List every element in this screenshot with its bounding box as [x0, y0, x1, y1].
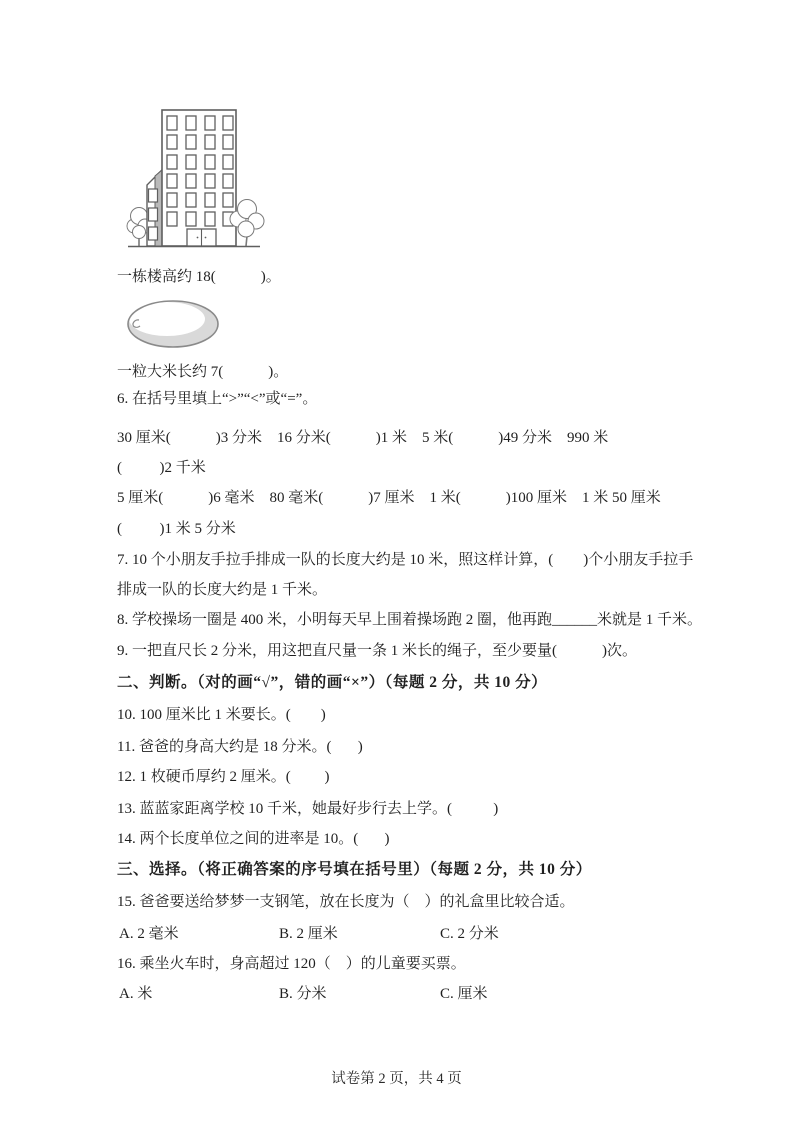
rice-grain-illustration — [125, 299, 225, 351]
judge-item-10: 10. 100 厘米比 1 米要长。( ) — [117, 707, 326, 723]
q15-option-c: C. 2 分米 — [440, 926, 499, 942]
q6-comparison-row-1: 30 厘米( )3 分米 16 分米( )1 米 5 米( )49 分米 990 米 — [117, 430, 609, 446]
judge-item-11: 11. 爸爸的身高大约是 18 分米。( ) — [117, 739, 363, 755]
q16-option-b: B. 分米 — [279, 986, 327, 1002]
q6-comparison-row-2: ( )2 千米 — [117, 460, 206, 476]
q6-comparison-row-3: 5 厘米( )6 毫米 80 毫米( )7 厘米 1 米( )100 厘米 1 米 50 厘米 — [117, 490, 661, 506]
choice-q15-options — [117, 924, 687, 944]
judge-item-14: 14. 两个长度单位之间的进率是 10。( ) — [117, 831, 390, 847]
choice-section-header: 三、选择。（将正确答案的序号填在括号里）（每题 2 分，共 10 分） — [117, 861, 592, 878]
q9-question: 9. 一把直尺长 2 分米，用这把直尺量一条 1 米长的绳子，至少要量( )次。 — [117, 643, 637, 659]
judge-item-12: 12. 1 枚硬币厚约 2 厘米。( ) — [117, 769, 330, 785]
building-door — [187, 229, 216, 246]
judge-item-13: 13. 蓝蓝家距离学校 10 千米，她最好步行去上学。( ) — [117, 801, 499, 817]
building-tower — [162, 110, 236, 246]
q16-option-c: C. 厘米 — [440, 986, 488, 1002]
q8-question: 8. 学校操场一圈是 400 米，小明每天早上围着操场跑 2 圈，他再跑______米就是 1 千米。 — [117, 612, 703, 628]
building-illustration — [120, 105, 265, 250]
q7-line-1: 7. 10 个小朋友手拉手排成一队的长度大约是 10 米，照这样计算，( )个小朋友手拉手 — [117, 552, 694, 568]
choice-q15-stem: 15. 爸爸要送给梦梦一支钢笔，放在长度为（ ）的礼盒里比较合适。 — [117, 894, 575, 910]
q15-option-b: B. 2 厘米 — [279, 926, 338, 942]
judge-section-header: 二、判断。（对的画“√”，错的画“×”）（每题 2 分，共 10 分） — [117, 674, 548, 691]
building-annex — [147, 170, 162, 246]
q6-comparison-row-4: ( )1 米 5 分米 — [117, 521, 236, 537]
page-footer: 试卷第 2 页，共 4 页 — [331, 1071, 462, 1087]
choice-q16-options — [117, 984, 687, 1004]
q15-option-a: A. 2 毫米 — [119, 926, 179, 942]
q7-line-2: 排成一队的长度大约是 1 千米。 — [117, 582, 328, 598]
q6-instruction: 6. 在括号里填上“>”“<”或“=”。 — [117, 391, 318, 407]
building-height-question: 一栋楼高约 18( )。 — [117, 269, 281, 285]
q16-option-a: A. 米 — [119, 986, 153, 1002]
choice-q16-stem: 16. 乘坐火车时，身高超过 120（ ）的儿童要买票。 — [117, 956, 466, 972]
rice-length-question: 一粒大米长约 7( )。 — [117, 364, 289, 380]
